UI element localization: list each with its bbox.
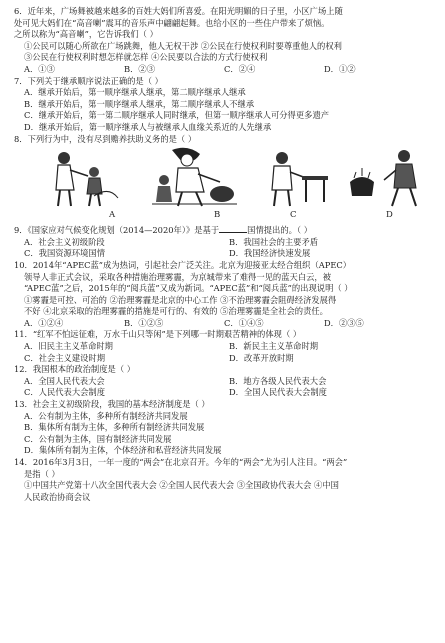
q11-stem: 11．“红军不怕远征难，万水千山只等闲”是下列哪一时期艰苦精神的体现（ ）: [14, 329, 302, 340]
q7-stem: 7．下列关于继承顺序说法正确的是（ ）: [14, 75, 163, 86]
q11-options-row: [14, 353, 435, 365]
illustration-a-image: [34, 146, 124, 210]
option-b[interactable]: B．新民主主义革命时期: [229, 341, 319, 352]
illustration-d-label: D: [386, 210, 393, 221]
option-a[interactable]: A．①②④: [24, 317, 64, 328]
q10-stem-line: ①雾霾是可控、可治的 ②治理雾霾是北京的中心工作 ③不治理雾霾会阻碍经济发展得: [24, 294, 337, 305]
illustration-c-image: [254, 146, 334, 210]
q6-stem-line: 之所以称为“高音喇”，它告诉我们（ ）: [14, 29, 158, 40]
q6-options: [14, 64, 435, 76]
q6-item-line: ①公民可以随心所欲在广场跳舞，他人无权干涉 ②公民在行使权利时要尊重他人的权利: [24, 40, 342, 51]
question-13: [14, 399, 435, 457]
option-c[interactable]: C．①④⑤: [224, 317, 264, 328]
question-8: [14, 134, 435, 225]
q8-illustrations: [14, 146, 435, 224]
q10-stem-line: 领导人非正式会议，采取各种措施治理雾霾，为京城带来了难得一见的蓝天白云，被: [24, 271, 331, 282]
q10-options: [14, 318, 435, 330]
question-10: [14, 260, 435, 330]
option-c[interactable]: C．公有制为主体，国有制经济共同发展: [24, 433, 172, 444]
q12-options-row: [14, 387, 435, 399]
option-c[interactable]: C．社会主义建设时期: [24, 352, 106, 363]
option-a[interactable]: A．旧民主主义革命时期: [24, 341, 113, 352]
illustration-b-image: [142, 146, 242, 210]
option-b[interactable]: B．地方各级人民代表大会: [229, 375, 327, 386]
q10-stem-line: 10．2014年“APEC蓝”成为热词，引起社会广泛关注。北京为迎接亚太经合组织（APEC）: [14, 259, 352, 270]
q9-options-row: [14, 237, 435, 249]
q9-stem-before: 9．《国家应对气候变化规划（2014—2020年）》是基于: [14, 225, 220, 236]
option-b[interactable]: B．继承开始后，第一顺序继承人继承，第二顺序继承人不继承: [24, 98, 255, 109]
illustration-a-label: A: [109, 210, 116, 221]
q8-stem: 8．下列行为中，没有尽到赡养扶助义务的是（ ）: [14, 133, 197, 144]
q12-options-row: [14, 376, 435, 388]
q10-stem-line: “APEC蓝”之后，2015年的“阅兵蓝”又成为新词。“APEC蓝”和“阅兵蓝”的出现说明（ ）: [24, 283, 353, 294]
question-14: [14, 457, 435, 503]
question-11: [14, 329, 435, 364]
q14-stem-line: 14．2016年3月3日，一年一度的“两会”在北京召开。今年的“两会”尤为引人注目。“两会”: [14, 457, 348, 467]
illustration-c-label: C: [290, 210, 297, 221]
option-b[interactable]: B．集体所有制为主体，多种所有制经济共同发展: [24, 422, 205, 433]
option-c[interactable]: C．人民代表大会制度: [24, 387, 106, 398]
option-a[interactable]: A．社会主义初级阶段: [24, 236, 105, 247]
q12-stem: 12．我国根本的政治制度是（ ）: [14, 364, 136, 375]
question-9: [14, 224, 435, 260]
option-d[interactable]: D．改革开放时期: [229, 352, 294, 363]
option-b[interactable]: B．我国社会的主要矛盾: [229, 236, 319, 247]
option-d[interactable]: D．集体所有制为主体，个体经济和私营经济共同发展: [24, 445, 222, 456]
q9-options-row: [14, 248, 435, 260]
option-b[interactable]: B．②③: [124, 63, 155, 74]
option-d[interactable]: D．我国经济快速发展: [229, 248, 311, 259]
q6-stem-line: 处可见大妈们在“高音喇”震耳的音乐声中翩翩起舞。也给小区的一些住户带来了烦恼。: [14, 17, 330, 28]
illustration-d-image: [344, 146, 434, 210]
q14-stem-line: 是指（ ）: [24, 468, 60, 479]
option-b[interactable]: B．①②⑤: [124, 317, 164, 328]
option-c[interactable]: C．继承开始后，第一第二顺序继承人同时继承，但第一顺序继承人可分得更多遗产: [24, 110, 330, 121]
option-c[interactable]: C．我国资源环境国情: [24, 248, 106, 259]
q9-stem: [14, 224, 435, 237]
question-12: [14, 364, 435, 399]
option-a[interactable]: A．①③: [24, 63, 55, 74]
q11-options-row: [14, 341, 435, 353]
question-7: [14, 76, 435, 134]
option-a[interactable]: A．继承开始后，第一顺序继承人继承，第二顺序继承人继承: [24, 87, 246, 98]
option-d[interactable]: D．继承开始后，第一顺序继承人与被继承人血缘关系近的人先继承: [24, 121, 272, 132]
option-d[interactable]: D．①②: [324, 63, 356, 74]
option-c[interactable]: C．②④: [224, 63, 256, 74]
option-a[interactable]: A．全国人民代表大会: [24, 375, 105, 386]
q10-stem-line: 不好 ④北京采取的治理雾霾的措施是可行的、有效的 ⑤治理雾霾是全社会的责任。: [24, 306, 328, 317]
option-a[interactable]: A．公有制为主体，多种所有制经济共同发展: [24, 410, 188, 421]
q13-stem: 13．社会主义初级阶段，我国的基本经济制度是（ ）: [14, 399, 210, 410]
q6-item-line: ③公民在行使权利时想怎样就怎样 ④公民要以合法的方式行使权利: [24, 52, 268, 63]
answer-blank[interactable]: [219, 224, 247, 233]
q9-stem-after: 国情提出的。（ ）: [247, 225, 313, 236]
option-d[interactable]: D．②③⑤: [324, 317, 364, 328]
q14-stem-line: 人民政治协商会议: [24, 491, 91, 502]
option-d[interactable]: D．全国人民代表大会制度: [229, 387, 327, 398]
q14-stem-line: ①中国共产党第十八次全国代表大会 ②全国人民代表大会 ③全国政协代表大会 ④中国: [24, 480, 339, 491]
q6-stem-line: 6．近年来，广场舞被越来越多的百姓大妈们所喜爱。在阳光明媚的日子里，小区广场上随: [14, 6, 343, 16]
question-6: [14, 6, 435, 76]
illustration-b-label: B: [214, 210, 221, 221]
